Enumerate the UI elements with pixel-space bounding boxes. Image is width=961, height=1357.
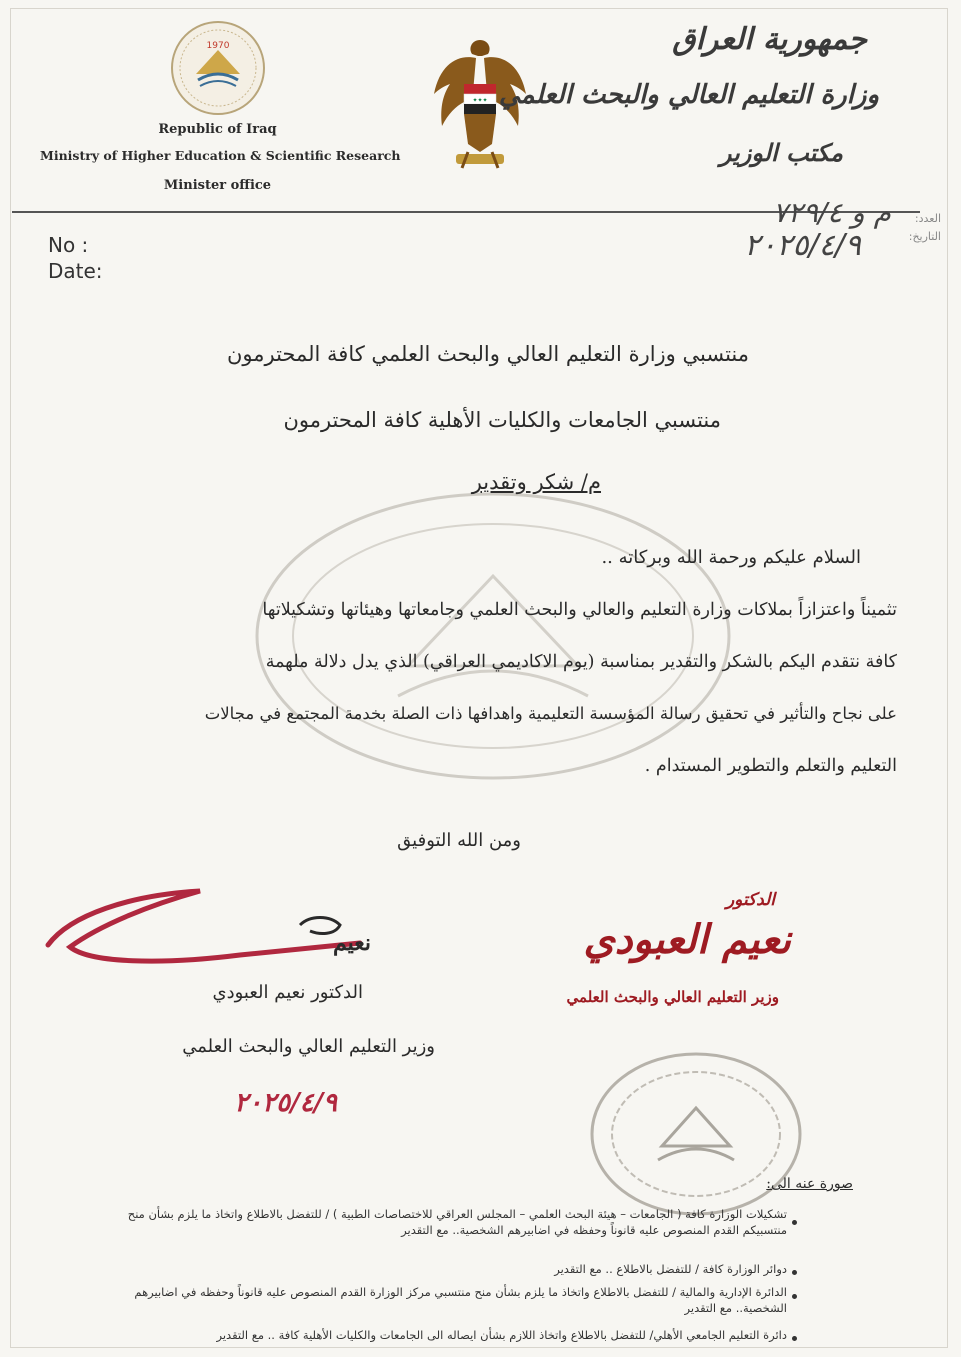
paragraph-line-4: التعليم والتعلم والتطوير المستدام . [644, 756, 897, 776]
reference-number: م و ٧٢٩/٤ [772, 196, 891, 229]
paragraph-line-1: تثميناً واعتزازاً بملاكات وزارة التعليم والعالي والبحث العلمي وجامعاتها وهيئاتها وتشكيلاتها [262, 600, 897, 620]
no-label: No : [48, 233, 89, 257]
stamp-position: وزير التعليم العالي والبحث العلمي [566, 988, 779, 1006]
closing: ومن الله التوفيق [397, 830, 521, 851]
bullet-3 [792, 1294, 797, 1299]
date-label: Date: [48, 259, 103, 283]
copy-item-2: دوائر الوزارة كافة / للتفضل بالاطلاع .. مع التقدير [554, 1262, 787, 1276]
header-en-republic: Republic of Iraq [158, 122, 277, 137]
ar-date-label: التاريخ: [908, 230, 941, 243]
logo-year: 1970 [206, 41, 230, 51]
signatory-name: الدكتور نعيم العبودي [212, 982, 363, 1003]
copy-item-1: تشكيلات الوزارة كافة ( الجامعات – هيئة البحث العلمي – المجلس العراقي للاختصاصات الطبية ) / للتفضل بالاطلاع واتخاذ ما يلزم بشأن منح منتسبيكم القدم المنصوص عليه قانوناً وحفظه في اضابيرهم الشخصية.. مع التقدير [127, 1207, 787, 1237]
copies-heading: صورة عنه الى: [766, 1176, 853, 1192]
office-seal-stamp [588, 1050, 804, 1218]
handwritten-signature-icon [40, 885, 370, 985]
ministry-logo-icon [168, 18, 268, 118]
signature-date: ٢٠٢٥/٤/٩ [234, 1088, 337, 1118]
header-en-ministry: Ministry of Higher Education & Scientific Research [40, 148, 401, 163]
greeting: السلام عليكم ورحمة الله وبركاته .. [601, 547, 861, 568]
header-en-office: Minister office [163, 178, 272, 193]
letter-subject: م/ شكر وتقدير [471, 470, 601, 494]
copy-item-4: دائرة التعليم الجامعي الأهلي/ للتفضل بالاطلاع واتخاذ اللازم بشأن ايصاله الى الجامعات والكليات الأهلية كافة .. مع التقدير [216, 1328, 787, 1342]
header-ar-ministry: وزارة التعليم العالي والبحث العلمي [498, 80, 879, 110]
addressee-line-1: منتسبي وزارة التعليم العالي والبحث العلمي كافة المحترمون [226, 342, 749, 366]
reference-date: ٢٠٢٥/٤/٩ [744, 228, 861, 263]
signatory-title: وزير التعليم العالي والبحث العلمي [182, 1036, 435, 1057]
signature-handwritten-name: نعيم [332, 930, 371, 956]
svg-text:✦✦✦: ✦✦✦ [472, 97, 488, 104]
stamp-title: الدكتور [725, 890, 775, 910]
header-ar-republic: جمهورية العراق [672, 22, 867, 57]
paragraph-line-2: كافة نتقدم اليكم بالشكر والتقدير بمناسبة (يوم الاكاديمي العراقي) الذي يدل دلالة ملهمة [265, 652, 897, 672]
bullet-2 [792, 1270, 797, 1275]
flag-red-band [464, 84, 496, 94]
header-ar-office: مكتب الوزير [719, 138, 843, 167]
bullet-4 [792, 1336, 797, 1341]
ar-number-label: العدد: [914, 212, 941, 225]
ministry-watermark-seal [248, 486, 738, 786]
paragraph-line-3: على نجاح والتأثير في تحقيق رسالة المؤسسة التعليمية واهدافها ذات الصلة بخدمة المجتمع في مجالات [204, 704, 897, 723]
stamp-name: نعيم العبودي [583, 916, 791, 963]
copy-item-3: الدائرة الإدارية والمالية / للتفضل بالاطلاع واتخاذ ما يلزم بشأن منح منتسبي مركز الوزارة القدم المنصوص عليه قانوناً وحفظه في اضابيرهم الشخصية.. مع التقدير [134, 1285, 787, 1315]
bullet-1 [792, 1220, 797, 1225]
addressee-line-2: منتسبي الجامعات والكليات الأهلية كافة المحترمون [283, 408, 721, 432]
